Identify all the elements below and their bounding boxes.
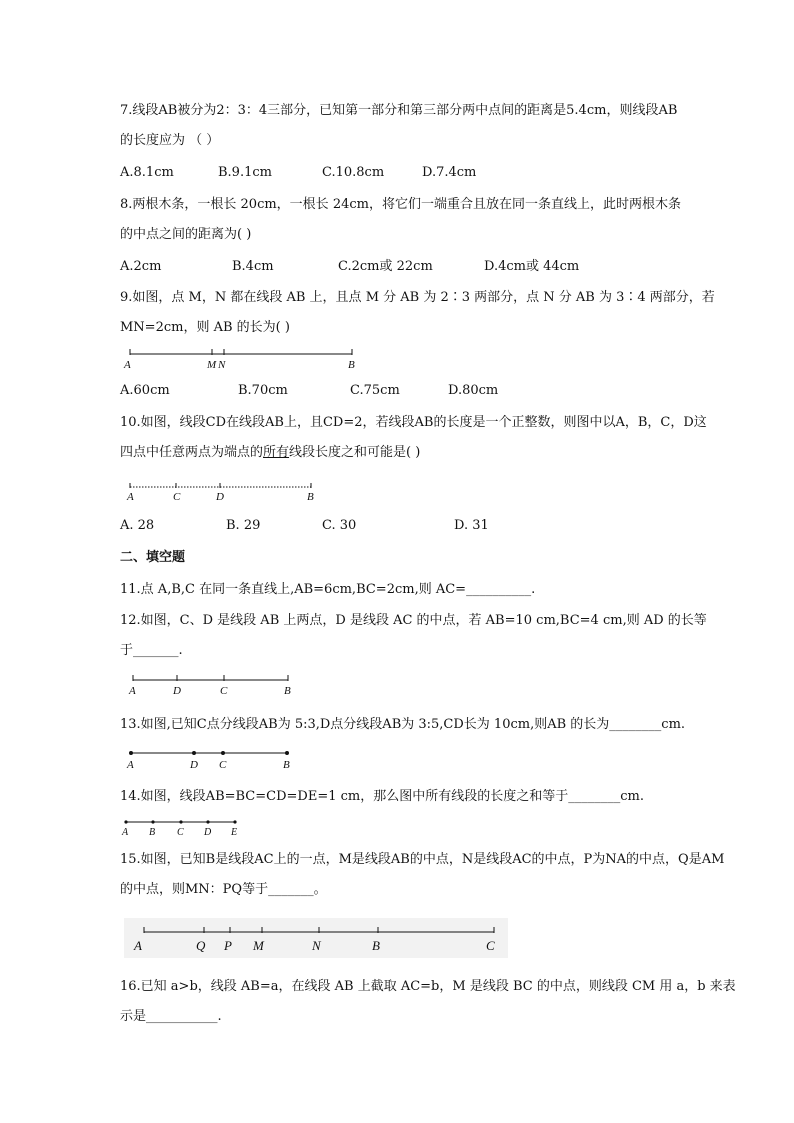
q12-line2: 于_______. xyxy=(120,643,183,658)
q8-option-c: C.2cm或 22cm xyxy=(338,259,433,274)
q9-option-c: C.75cm xyxy=(350,383,400,398)
q7-option-d: D.7.4cm xyxy=(422,165,477,180)
q10-option-c: C. 30 xyxy=(322,518,357,533)
q14-label-b: B xyxy=(149,827,156,838)
q10-line2-underlined: 所有 xyxy=(263,445,290,460)
q10-label-c: C xyxy=(173,491,181,503)
q14-label-d: D xyxy=(204,827,212,838)
q10-option-b: B. 29 xyxy=(226,518,261,533)
q16-line2: 示是___________. xyxy=(120,1009,222,1024)
q9-label-m: M xyxy=(207,359,217,371)
q15-line2: 的中点，则MN：PQ等于_______。 xyxy=(120,882,327,897)
q12-label-d: D xyxy=(173,685,181,697)
q15-figure xyxy=(124,918,508,958)
q7-line1: 7.线段AB被分为2：3：4三部分，已知第一部分和第三部分两中点间的距离是5.4cm，则线段AB xyxy=(120,103,678,118)
q15-label-p: P xyxy=(224,938,232,953)
q15-label-a: A xyxy=(134,938,142,953)
q9-line2: MN=2cm，则 AB 的长为( ) xyxy=(120,320,290,335)
q7-option-b: B.9.1cm xyxy=(218,165,272,180)
q10-label-d: D xyxy=(216,491,224,503)
q10-label-b: B xyxy=(307,491,314,503)
q15-label-q: Q xyxy=(196,938,206,953)
q14-line1: 14.如图，线段AB=BC=CD=DE=1 cm，那么图中所有线段的长度之和等于________cm. xyxy=(120,789,644,804)
q14-figure xyxy=(120,816,250,840)
q15-label-n: N xyxy=(312,938,321,953)
q9-option-b: B.70cm xyxy=(238,383,288,398)
q10-line2-part-b: 线段长度之和可能是( ) xyxy=(289,445,421,460)
q15-label-c: C xyxy=(486,938,495,953)
q15-line1: 15.如图，已知B是线段AC上的一点，M是线段AB的中点，N是线段AC的中点，P为NA的中点，Q是AM xyxy=(120,852,725,867)
q13-label-c: C xyxy=(219,759,227,771)
q13-figure xyxy=(120,745,300,773)
q13-label-a: A xyxy=(127,759,134,771)
q16-line1: 16.已知 a>b，线段 AB=a，在线段 AB 上截取 AC=b，M 是线段 BC 的中点，则线段 CM 用 a，b 来表 xyxy=(120,979,736,994)
q15-label-b: B xyxy=(372,938,380,953)
q10-figure xyxy=(120,478,330,506)
q10-line2-part-a: 四点中任意两点为端点的 xyxy=(120,445,264,460)
q12-figure xyxy=(120,672,300,700)
q9-line1: 9.如图，点 M，N 都在线段 AB 上，且点 M 分 AB 为 2∶3 两部分，点 N 分 AB 为 3∶4 两部分，若 xyxy=(120,290,715,305)
section-title-fill-in: 二、填空题 xyxy=(120,550,186,565)
q14-label-c: C xyxy=(177,827,184,838)
q10-option-a: A. 28 xyxy=(120,518,155,533)
q9-option-a: A.60cm xyxy=(120,383,170,398)
q7-option-c: C.10.8cm xyxy=(322,165,385,180)
q12-label-b: B xyxy=(284,685,291,697)
q9-figure xyxy=(120,344,370,374)
q12-label-a: A xyxy=(129,685,136,697)
q9-option-d: D.80cm xyxy=(448,383,499,398)
q10-line2 xyxy=(120,443,420,463)
q15-label-m: M xyxy=(253,938,264,953)
q9-label-n: N xyxy=(218,359,226,371)
q8-option-b: B.4cm xyxy=(232,259,274,274)
q8-line2: 的中点之间的距离为( ) xyxy=(120,227,252,242)
q10-line1: 10.如图，线段CD在线段AB上，且CD=2，若线段AB的长度是一个正整数，则图中以A，B，C，D这 xyxy=(120,415,707,430)
q14-label-e: E xyxy=(231,827,238,838)
q14-label-a: A xyxy=(122,827,129,838)
q9-label-a: A xyxy=(124,359,131,371)
q11-line: 11.点 A,B,C 在同一条直线上,AB=6cm,BC=2cm,则 AC=__________. xyxy=(120,582,536,597)
q13-label-b: B xyxy=(283,759,290,771)
q13-label-d: D xyxy=(190,759,198,771)
q8-line1: 8.两根木条，一根长 20cm，一根长 24cm，将它们一端重合且放在同一条直线上，此时两根木条 xyxy=(120,197,681,212)
q9-label-b: B xyxy=(348,359,355,371)
q7-line2: 的长度应为 （ ） xyxy=(120,133,220,148)
q12-label-c: C xyxy=(220,685,228,697)
q10-label-a: A xyxy=(127,491,134,503)
q8-option-d: D.4cm或 44cm xyxy=(484,259,580,274)
q8-option-a: A.2cm xyxy=(120,259,162,274)
q12-line1: 12.如图，C、D 是线段 AB 上两点，D 是线段 AC 的中点，若 AB=10 cm,BC=4 cm,则 AD 的长等 xyxy=(120,613,707,628)
q13-line1: 13.如图,已知C点分线段AB为 5:3,D点分线段AB为 3:5,CD长为 10cm,则AB 的长为________cm. xyxy=(120,717,686,732)
q7-option-a: A.8.1cm xyxy=(120,165,174,180)
q10-option-d: D. 31 xyxy=(454,518,489,533)
